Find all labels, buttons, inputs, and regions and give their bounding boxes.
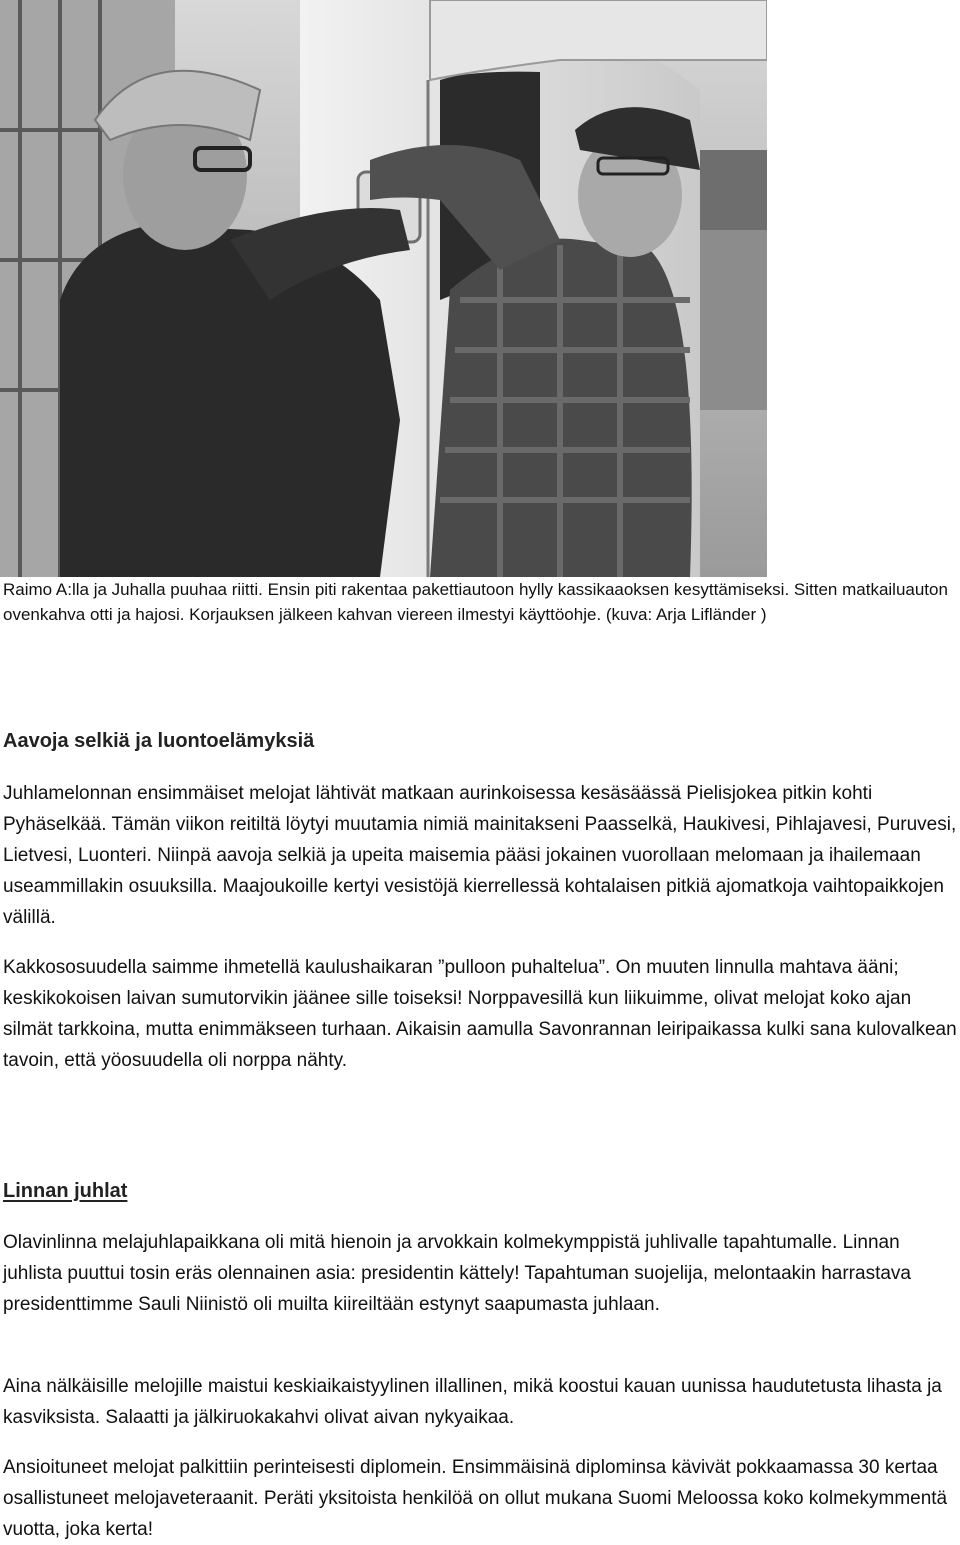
photo-caption: Raimo A:lla ja Juhalla puuhaa riitti. Ensin piti rakentaa pakettiautoon hylly kassikaaoksen kesyttämiseksi. Sitten matkailuauton ovenkahva otti ja hajosi. Korjauksen jälkeen kahvan viereen ilmestyi käyttöohje. (kuva: Arja Lifländer ) [3, 580, 948, 624]
article-photo [0, 0, 767, 577]
section1-paragraph-2: Kakkososuudella saimme ihmetellä kaulushaikaran ”pulloon puhaltelua”. On muuten linnulla mahtava ääni; keskikokoisen laivan sumutorvikin jäänee sille toiseksi! Norppavesillä kun liikuimme, olivat melojat koko ajan silmät tarkkoina, mutta enimmäkseen turhaan. Aikaisin aamulla Savonrannan leiripaikassa kulki sana kulovalkean tavoin, että yöosuudella oli norppa nähty. [3, 957, 957, 1071]
section2-paragraph-3: Ansioituneet melojat palkittiin perinteisesti diplomein. Ensimmäisinä diplominsa kävivät pokkaamassa 30 kertaa osallistuneet melojaveteraanit. Peräti yksitoista henkilöä on ollut mukana Suomi Meloossa koko kolmekymmentä vuotta, joka kerta! [3, 1457, 948, 1540]
section-heading-lakes: Aavoja selkiä ja luontoelämyksiä [3, 730, 315, 752]
section2-paragraph-2: Aina nälkäisille melojille maistui keskiaikaistyylinen illallinen, mikä koostui kauan uunissa haudutetusta lihasta ja kasviksista. Salaatti ja jälkiruokakahvi olivat aivan nykyaikaa. [3, 1376, 942, 1428]
photo-illustration [0, 0, 767, 577]
section1-paragraph-1: Juhlamelonnan ensimmäiset melojat lähtivät matkaan aurinkoisessa kesäsäässä Pielisjokea pitkin kohti Pyhäselkää. Tämän viikon reitiltä löytyi muutamia nimiä mainitakseni Paasselkä, Haukivesi, Pihlajavesi, Puruvesi, Lietvesi, Luonteri. Niinpä aavoja selkiä ja upeita maisemia pääsi jokainen vuorollaan melomaan ja ihailemaan useammillakin osuuksilla. Maajoukoille kertyi vesistöjä kierrellessä kohtalaisen pitkiä ajomatkoja vaihtopaikkojen välillä. [3, 783, 957, 928]
section-heading-castle: Linnan juhlat [3, 1180, 128, 1202]
section2-paragraph-1: Olavinlinna melajuhlapaikkana oli mitä hienoin ja arvokkain kolmekymppistä juhlivalle tapahtumalle. Linnan juhlista puuttui tosin eräs olennainen asia: presidentin kättely! Tapahtuman suojelija, melontaakin harrastava presidenttimme Sauli Niinistö oli muilta kiireiltään estynyt saapumasta juhlaan. [3, 1232, 911, 1315]
